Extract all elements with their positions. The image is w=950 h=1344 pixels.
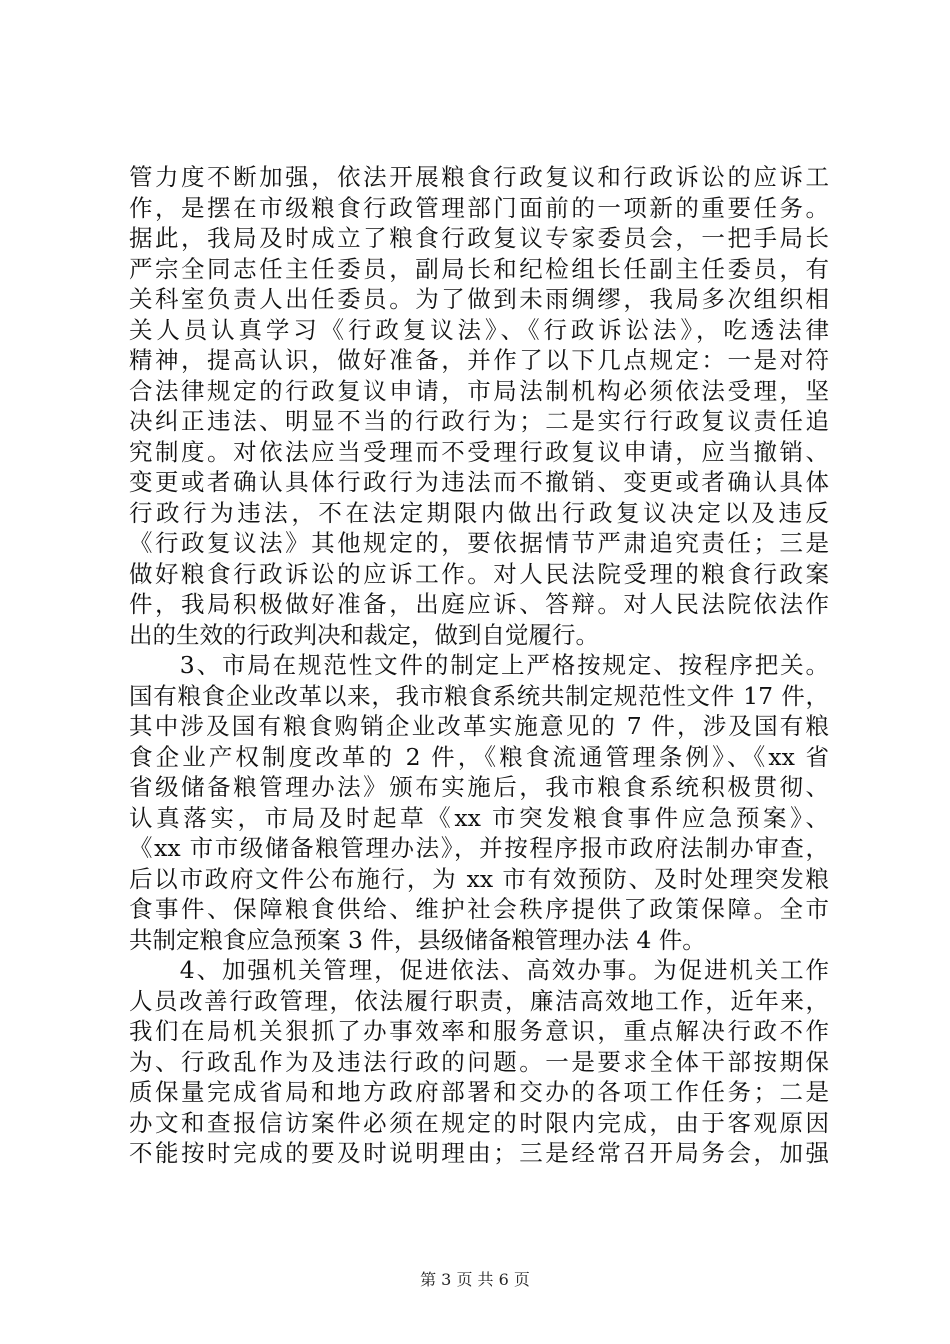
body-text-line: 省级储备粮管理办法》颁布实施后，我市粮食系统积极贯彻、 xyxy=(129,773,829,801)
body-text-line: 共制定粮食应急预案 3 件，县级储备粮管理办法 4 件。 xyxy=(129,925,706,954)
body-text-line: 其中涉及国有粮食购销企业改革实施意见的 7 件，涉及国有粮 xyxy=(129,712,829,740)
body-text-line: 食事件、保障粮食供给、维护社会秩序提供了政策保障。全市 xyxy=(129,895,829,923)
body-text-line: 作，是摆在市级粮食行政管理部门面前的一项新的重要任务。 xyxy=(129,193,829,222)
body-text-line: 精神，提高认识，做好准备，并作了以下几点规定：一是对符 xyxy=(129,346,829,374)
body-text-line: 《行政复议法》其他规定的，要依据情节严肃追究责任；三是 xyxy=(129,529,829,557)
body-text-line: 严宗全同志任主任委员，副局长和纪检组长任副主任委员，有 xyxy=(129,254,829,283)
body-text-line: 我们在局机关狠抓了办事效率和服务意识，重点解决行政不作 xyxy=(129,1017,829,1045)
body-text-line: 合法律规定的行政复议申请，市局法制机构必须依法受理，坚 xyxy=(129,376,829,405)
body-text-line: 行政行为违法，不在法定期限内做出行政复议决定以及违反 xyxy=(129,498,829,527)
body-text-line: 究制度。对依法应当受理而不受理行政复议申请，应当撤销、 xyxy=(129,437,829,466)
body-text-line: 食企业产权制度改革的 2 件，《粮食流通管理条例》、《xx 省 xyxy=(129,742,829,771)
body-text-line: 不能按时完成的要及时说明理由；三是经常召开局务会，加强 xyxy=(129,1139,829,1167)
body-text-line: 做好粮食行政诉讼的应诉工作。对人民法院受理的粮食行政案 xyxy=(129,559,829,588)
body-text-line: 后以市政府文件公布施行，为 xx 市有效预防、及时处理突发粮 xyxy=(129,864,829,893)
body-text-line: 关科室负责人出任委员。为了做到未雨绸缪，我局多次组织相 xyxy=(129,285,829,313)
body-text-line: 变更或者确认具体行政行为违法而不撤销、变更或者确认具体 xyxy=(129,468,829,496)
body-text-line: 《xx 市市级储备粮管理办法》，并按程序报市政府法制办审查， xyxy=(129,834,829,862)
body-text-line: 据此，我局及时成立了粮食行政复议专家委员会，一把手局长 xyxy=(129,224,829,252)
body-text-line: 管力度不断加强，依法开展粮食行政复议和行政诉讼的应诉工 xyxy=(129,163,829,191)
body-text-line: 国有粮食企业改革以来，我市粮食系统共制定规范性文件 17 件， xyxy=(129,681,829,710)
body-text-line: 4、加强机关管理，促进依法、高效办事。为促进机关工作 xyxy=(129,956,829,984)
body-text-line: 认真落实，市局及时起草《xx 市突发粮食事件应急预案》、 xyxy=(129,803,829,832)
body-text-line: 质保量完成省局和地方政府部署和交办的各项工作任务；二是 xyxy=(129,1078,829,1106)
body-text-line: 人员改善行政管理，依法履行职责，廉洁高效地工作，近年来， xyxy=(129,986,829,1015)
body-text-line: 为、行政乱作为及违法行政的问题。一是要求全体干部按期保 xyxy=(129,1047,829,1076)
body-text-line: 决纠正违法、明显不当的行政行为；二是实行行政复议责任追 xyxy=(129,407,829,435)
body-text-line: 办文和查报信访案件必须在规定的时限内完成，由于客观原因 xyxy=(129,1108,829,1137)
page-footer: 第 3 页 共 6 页 xyxy=(420,1270,530,1289)
body-text-line: 件，我局积极做好准备，出庭应诉、答辩。对人民法院依法作 xyxy=(129,590,829,618)
body-text-line: 关人员认真学习《行政复议法》、《行政诉讼法》，吃透法律 xyxy=(129,315,829,344)
document-body xyxy=(129,162,829,1169)
body-text-line: 出的生效的行政判决和裁定，做到自觉履行。 xyxy=(129,620,599,649)
body-text-line: 3、市局在规范性文件的制定上严格按规定、按程序把关。 xyxy=(129,651,829,679)
